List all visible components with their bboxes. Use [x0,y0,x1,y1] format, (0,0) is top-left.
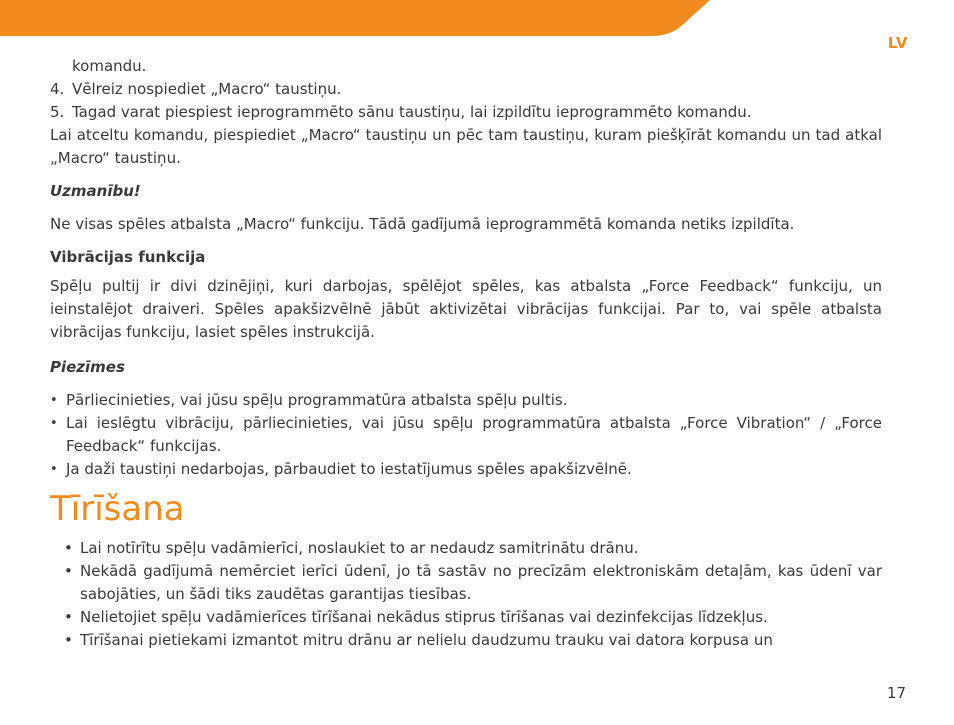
page-number: 17 [886,684,906,702]
list-item [64,629,882,652]
bullet-icon: • [64,539,73,557]
note-text: Ja daži taustiņi nedarbojas, pārbaudiet to iestatījumus spēles apakšizvēlnē. [66,460,632,478]
note-text: Pārliecinieties, vai jūsu spēļu programmatūra atbalsta spēļu pultis. [66,391,568,409]
cleaning-text: Nelietojiet spēļu vadāmierīces tīrīšanai nekādus stiprus tīrīšanas vai dezinfekcijas līdzekļus. [80,608,768,626]
step-item [50,78,882,101]
cleaning-list [64,537,882,652]
step-number: 5. [50,103,65,121]
page-content [50,55,882,652]
warning-text: Ne visas spēles atbalsta „Macro“ funkciju. Tādā gadījumā ieprogrammētā komanda netiks izpildīta. [50,215,795,233]
cleaning-text: Nekādā gadījumā nemērciet ierīci ūdenī, jo tā sastāv no precīzām elektroniskām detaļām, kas ūdenī var sabojāties, un šādi tiks zaudētas garantijas tiesības. [80,562,882,603]
list-item [50,412,882,458]
list-item [50,389,882,412]
notes-heading: Piezīmes [50,358,125,376]
bullet-icon: • [50,416,58,431]
language-tag: LV [887,34,908,52]
warning-heading: Uzmanību! [50,182,141,200]
note-text: Lai ieslēgtu vibrāciju, pārliecinieties, vai jūsu spēļu programmatūra atbalsta „Force Vibration“ / „Force Feedback“ funkcijas. [66,414,882,455]
bullet-icon: • [50,393,58,408]
bullet-icon: • [64,608,73,626]
cleaning-text: Tīrīšanai pietiekami izmantot mitru drānu ar nelielu daudzumu trauku vai datora korpusa un [80,631,773,649]
step-continuation: komandu. [72,57,147,75]
step-text: Vēlreiz nospiediet „Macro“ taustiņu. [72,80,342,98]
vibration-heading: Vibrācijas funkcija [50,248,206,266]
list-item [50,458,882,481]
bullet-icon: • [64,631,73,649]
bullet-icon: • [64,562,73,580]
header-accent-shape [0,0,710,36]
bullet-icon: • [50,462,58,477]
cancel-paragraph: Lai atceltu komandu, piespiediet „Macro“ taustiņu un pēc tam taustiņu, kuram piešķīrāt komandu un tad atkal „Macro“ taustiņu. [50,126,882,167]
step-text: Tagad varat piespiest ieprogrammēto sānu taustiņu, lai izpildītu ieprogrammēto komandu. [72,103,752,121]
step-number: 4. [50,80,65,98]
list-item [64,606,882,629]
cleaning-heading: Tīrīšana [50,489,185,529]
step-item [50,101,882,124]
notes-list [50,389,882,481]
list-item [64,537,882,560]
list-item [64,560,882,606]
cleaning-text: Lai notīrītu spēļu vadāmierīci, noslaukiet to ar nedaudz samitrinātu drānu. [80,539,639,557]
vibration-text: Spēļu pultij ir divi dzinējiņi, kuri darbojas, spēlējot spēles, kas atbalsta „Force Feedback“ funkciju, un ieinstalējot draiveri. Spēles apakšizvēlnē jābūt aktivizētai vibrācijas funkcijai. Par to, vai spēle atbalsta vibrācijas funkciju, lasiet spēles instrukcijā. [50,277,882,341]
